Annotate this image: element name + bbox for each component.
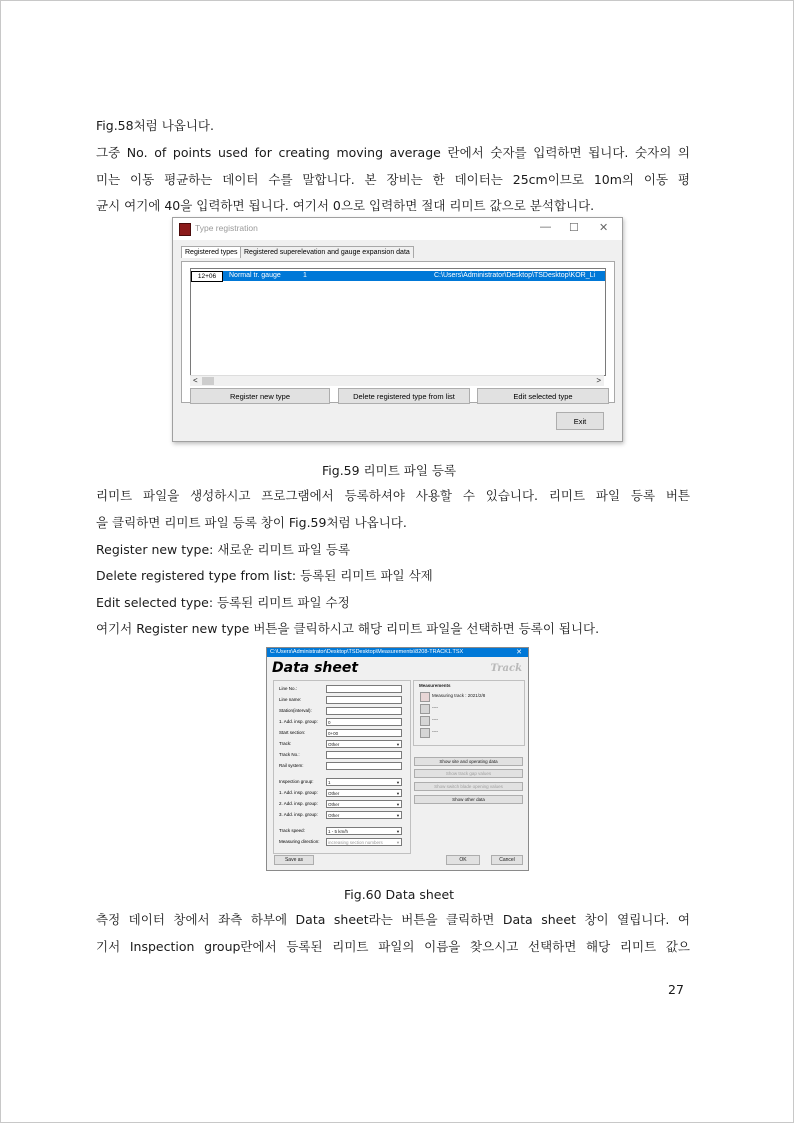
tab-superelevation-gauge[interactable]: Registered superelevation and gauge expansion data (240, 246, 414, 258)
window-titlebar (173, 218, 622, 240)
add-insp-group-2-select[interactable]: Other ▼ (326, 800, 402, 808)
measurement-icon[interactable] (420, 692, 430, 702)
measurement-label: ---- (432, 717, 438, 722)
item-name: Normal tr. gauge (229, 272, 281, 279)
text-line: Fig.58처럼 나옵니다. (96, 118, 214, 133)
close-icon[interactable]: ✕ (599, 222, 609, 234)
tab-registered-types[interactable]: Registered types (181, 246, 242, 258)
field-label: Rail system: (279, 763, 304, 768)
line-name-input[interactable] (326, 696, 402, 704)
field-label: Line name: (279, 697, 302, 702)
list-item[interactable] (191, 271, 605, 281)
field-label: Station(interval): (279, 708, 312, 713)
edit-selected-type-button[interactable]: Edit selected type (477, 388, 609, 404)
add-insp-group-3-select[interactable]: Other ▼ (326, 811, 402, 819)
ok-button[interactable]: OK (446, 855, 480, 865)
type-registration-window (172, 217, 623, 442)
measurement-label: ---- (432, 705, 438, 710)
text-line: Delete registered type from list: 등록된 리미트 파일 삭제 (96, 568, 433, 583)
cancel-button[interactable]: Cancel (491, 855, 523, 865)
field-label: Line No.: (279, 686, 298, 691)
track-no-input[interactable] (326, 751, 402, 759)
delete-registered-type-button[interactable]: Delete registered type from list (338, 388, 470, 404)
measuring-direction-select[interactable]: increasing section numbers ▼ (326, 838, 402, 846)
register-new-type-button[interactable]: Register new type (190, 388, 330, 404)
scroll-left-icon[interactable]: < (193, 376, 198, 385)
measurements-title: Measurements (419, 683, 451, 688)
figure-caption: Fig.60 Data sheet (344, 887, 455, 902)
minimize-icon[interactable]: — (540, 221, 551, 233)
line-no-input[interactable] (326, 685, 402, 693)
field-label: Track No.: (279, 752, 300, 757)
field-label: 1. Add. insp. group: (279, 719, 318, 724)
rail-system-input[interactable] (326, 762, 402, 770)
show-switch-blade-button[interactable]: Show switch blade opening values (414, 782, 523, 791)
text-line: 균시 여기에 40을 입력하면 됩니다. 여기서 0으로 입력하면 절대 리미트 값으로 분석합니다. (96, 198, 595, 213)
measurement-icon[interactable] (420, 716, 430, 726)
text-line: 미는 이동 평균하는 데이터 수를 말합니다. 본 장비는 한 데이터는 25cm이므로 10m의 이동 평 (96, 172, 690, 187)
field-label: 3. Add. insp. group: (279, 812, 318, 817)
field-label: Start section: (279, 730, 306, 735)
item-path: C:\Users\Administrator\Desktop\TSDesktop\KOR_Li (434, 272, 596, 279)
page-number: 27 (668, 982, 684, 997)
field-label: Measuring direction: (279, 839, 320, 844)
show-other-data-button[interactable]: Show other data (414, 795, 523, 804)
item-code: 12+06 (191, 271, 223, 282)
field-label: Track speed: (279, 828, 305, 833)
measurement-icon[interactable] (420, 728, 430, 738)
exit-button[interactable]: Exit (556, 412, 604, 430)
show-track-gap-button[interactable]: Show track gap values (414, 769, 523, 778)
show-site-data-button[interactable]: Show site and operating data (414, 757, 523, 766)
figure-caption: Fig.59 리미트 파일 등록 (322, 463, 457, 478)
track-logo: Track (490, 663, 522, 674)
text-line: 측정 데이터 창에서 좌측 하부에 Data sheet라는 버튼을 클릭하면 Data sheet 창이 열립니다. 여 (96, 912, 690, 927)
data-sheet-heading: Data sheet (272, 660, 359, 676)
measurements-panel (413, 680, 525, 746)
maximize-icon[interactable]: ☐ (569, 222, 579, 234)
data-sheet-fields (273, 680, 411, 854)
text-line: Register new type: 새로운 리미트 파일 등록 (96, 542, 351, 557)
text-line: Edit selected type: 등록된 리미트 파일 수정 (96, 595, 350, 610)
track-speed-select[interactable]: 1 - 5 km/h ▼ (326, 827, 402, 835)
measurement-label: Measuring track : 2021/2/8 (432, 693, 486, 698)
window-titlebar (267, 648, 528, 657)
measurement-label: ---- (432, 729, 438, 734)
measurement-icon[interactable] (420, 704, 430, 714)
scroll-right-icon[interactable]: > (596, 376, 601, 385)
text-line: 기서 Inspection group란에서 등록된 리미트 파일의 이름을 찾으시고 선택하면 해당 리미트 값으 (96, 939, 690, 954)
field-label: Inspection group: (279, 779, 314, 784)
close-icon[interactable]: ✕ (516, 649, 522, 656)
add-insp-group-input[interactable]: 0 (326, 718, 402, 726)
app-icon (179, 223, 191, 236)
text-line: 여기서 Register new type 버튼을 클릭하시고 해당 리미트 파일을 선택하면 등록이 됩니다. (96, 621, 600, 636)
horizontal-scrollbar[interactable] (190, 375, 604, 386)
tab-panel (181, 261, 615, 403)
add-insp-group-1-select[interactable]: Other ▼ (326, 789, 402, 797)
field-label: Track: (279, 741, 292, 746)
inspection-group-select[interactable]: 1 ▼ (326, 778, 402, 786)
scroll-thumb[interactable] (202, 377, 214, 385)
registered-types-list[interactable] (190, 268, 606, 376)
station-input[interactable] (326, 707, 402, 715)
window-title: C:\Users\Administrator\Desktop\TSDesktop\Measurements\8208-TRACK1.TSX (270, 649, 464, 655)
text-line: 을 클릭하면 리미트 파일 등록 창이 Fig.59처럼 나옵니다. (96, 515, 407, 530)
item-value: 1 (303, 272, 307, 279)
field-label: 2. Add. insp. group: (279, 801, 318, 806)
save-as-button[interactable]: Save as (274, 855, 314, 865)
start-section-input[interactable]: 0+00 (326, 729, 402, 737)
window-title: Type registration (195, 223, 258, 233)
track-select[interactable]: Other ▼ (326, 740, 402, 748)
data-sheet-window (266, 647, 529, 871)
text-line: 리미트 파일을 생성하시고 프로그램에서 등록하셔야 사용할 수 있습니다. 리미트 파일 등록 버튼 (96, 488, 690, 503)
field-label: 1. Add. insp. group: (279, 790, 318, 795)
text-line: 그중 No. of points used for creating moving average 란에서 숫자를 입력하면 됩니다. 숫자의 의 (96, 145, 690, 160)
